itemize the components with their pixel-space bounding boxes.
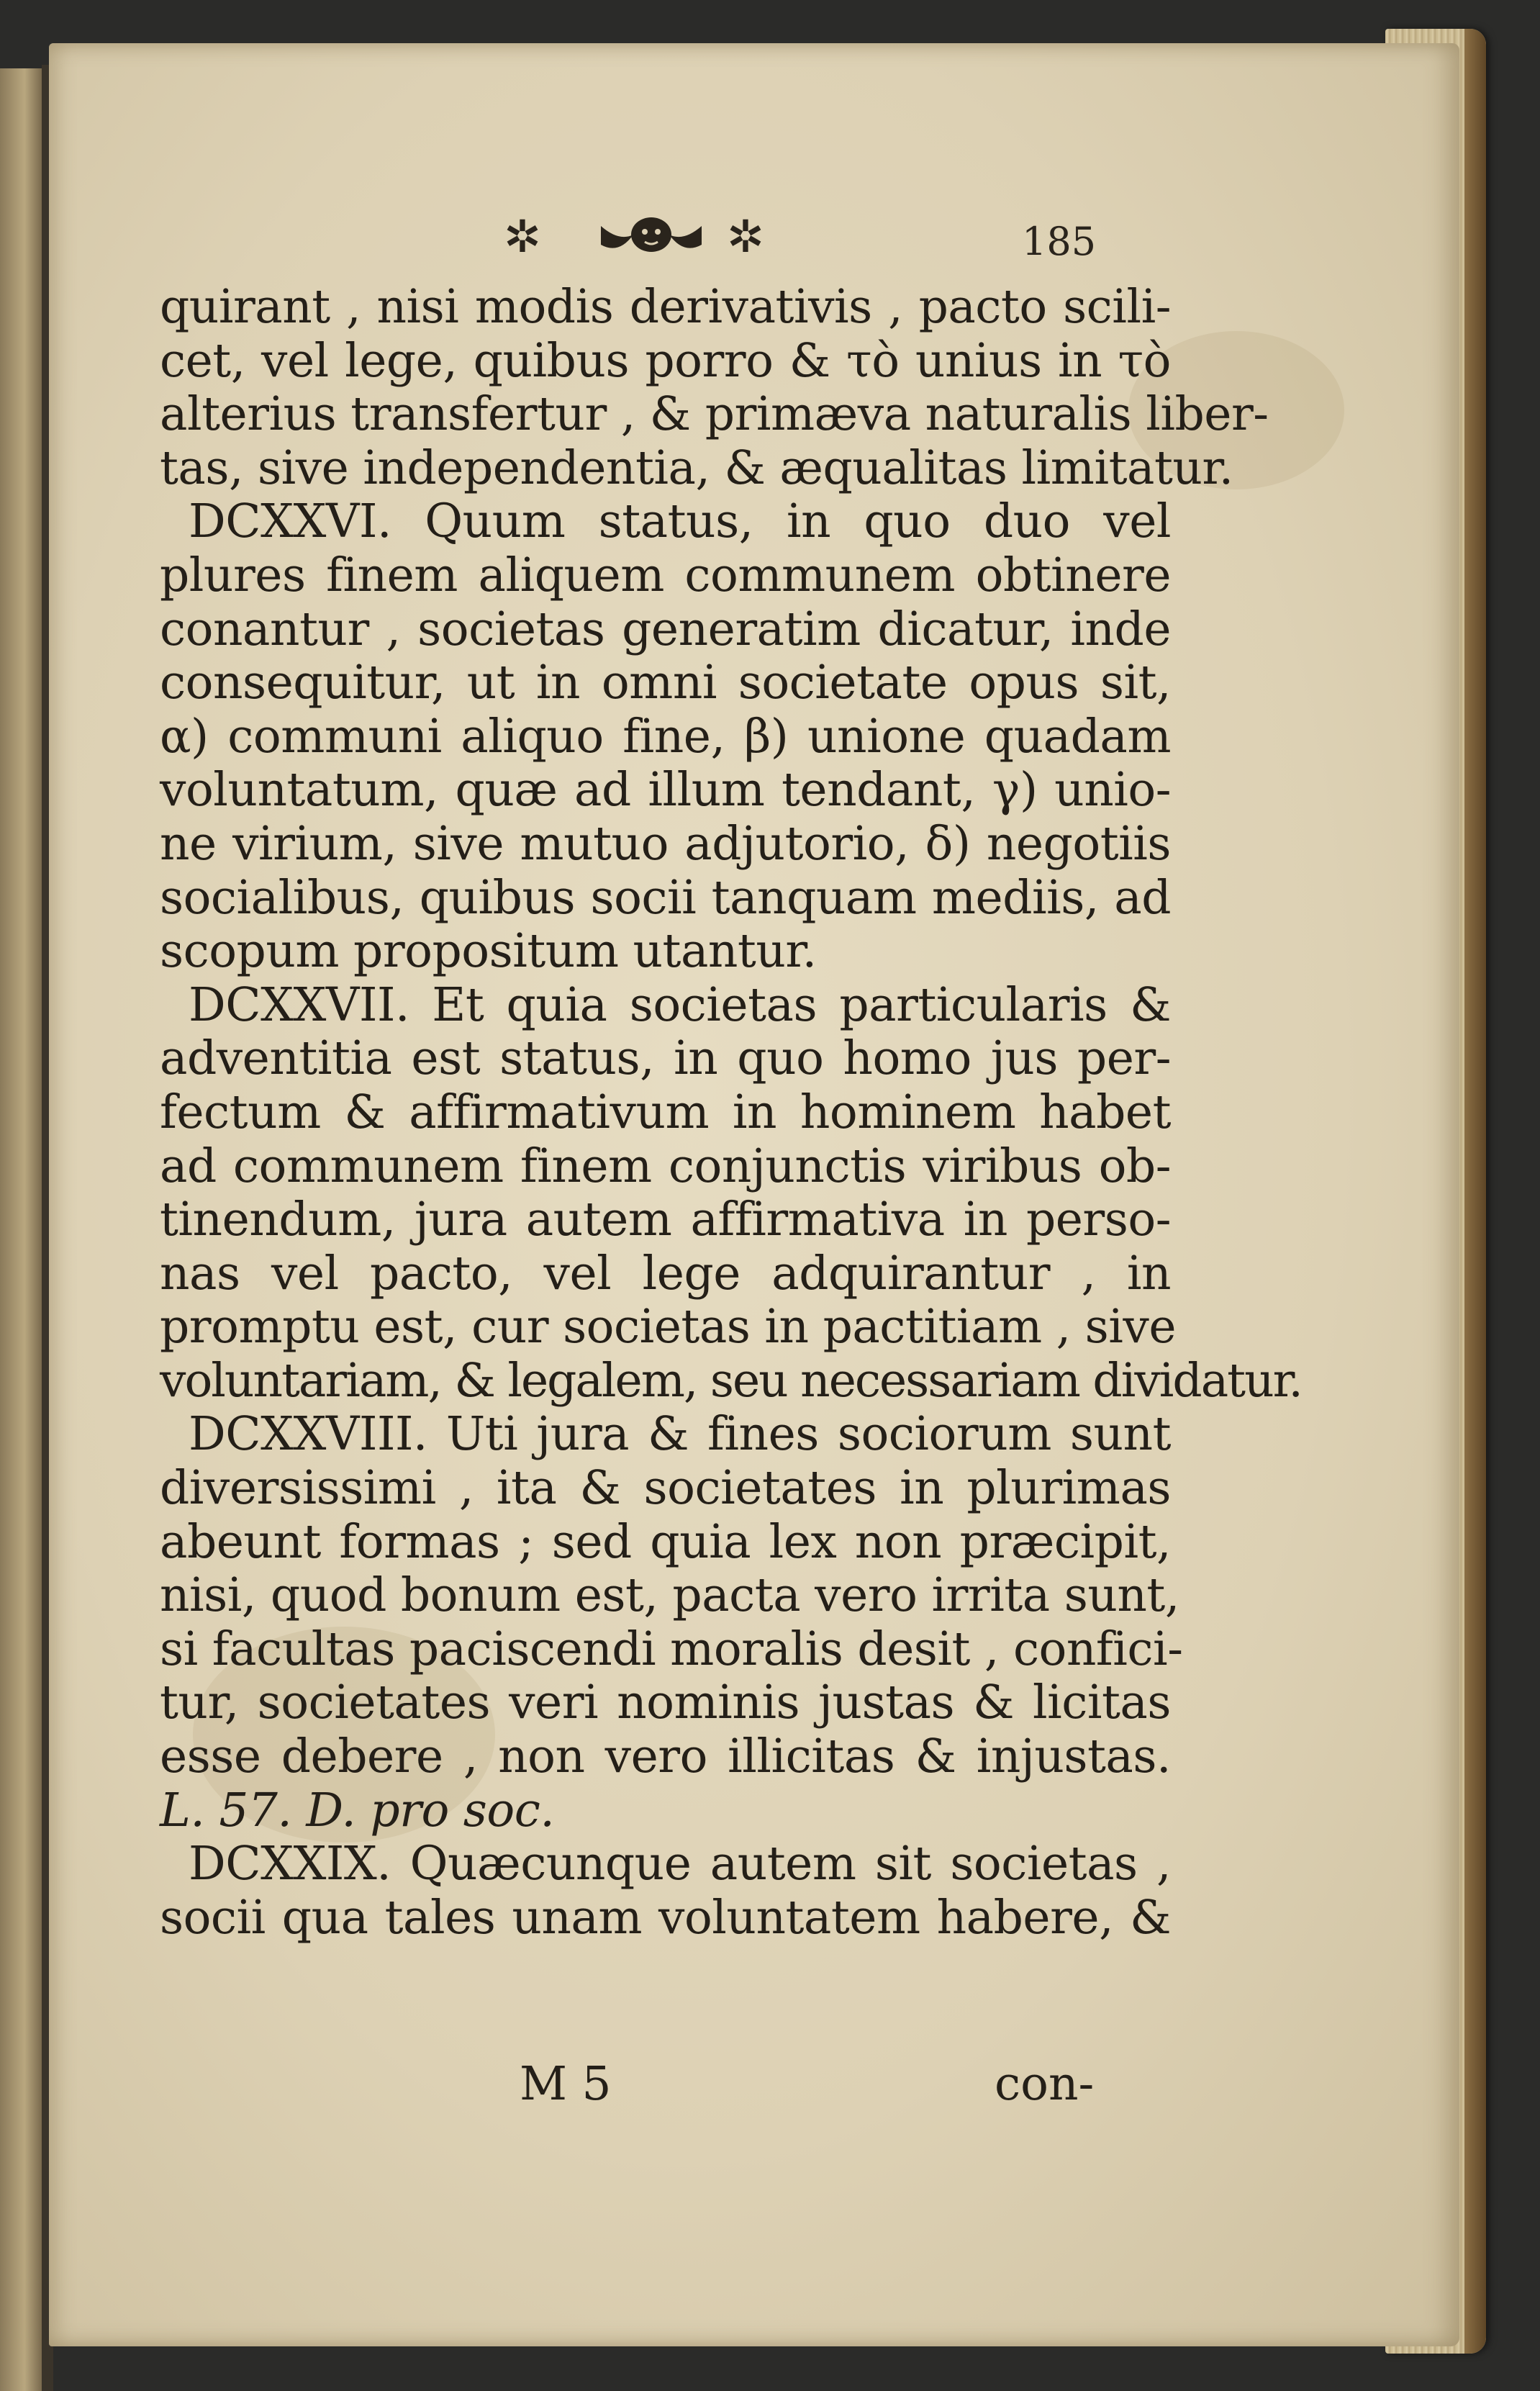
text-line: DCXXVII. Et quia societas particularis &	[189, 977, 1171, 1032]
flower-ornament-icon: ✲	[504, 210, 541, 263]
text-line: α) communi aliquo fine, β) unione quadam	[160, 709, 1171, 764]
text-line: tinendum, jura autem affirmativa in perso-	[160, 1193, 1171, 1247]
running-head	[504, 206, 1166, 271]
text-line: L. 57. D. pro soc.	[160, 1783, 555, 1838]
text-line: diversissimi , ita & societates in plurimas	[160, 1461, 1171, 1516]
text-line: consequitur, ut in omni societate opus sit,	[160, 656, 1171, 710]
text-line: esse debere , non vero illicitas & injustas.	[160, 1730, 1171, 1784]
flower-ornament-icon: ✲	[727, 210, 764, 263]
text-line: nisi, quod bonum est, pacta vero irrita sunt,	[160, 1568, 1179, 1623]
text-line: DCXXVIII. Uti jura & fines sociorum sunt	[189, 1407, 1171, 1462]
mask-ornament-icon	[597, 213, 705, 262]
text-line: adventitia est status, in quo homo jus per-	[160, 1031, 1171, 1086]
text-line: ne virium, sive mutuo adjutorio, δ) negotiis	[160, 816, 1171, 871]
text-line: conantur , societas generatim dicatur, inde	[160, 602, 1171, 656]
text-line: ad communem finem conjunctis viribus ob-	[160, 1139, 1171, 1193]
left-page-edge	[0, 68, 45, 2391]
text-line: cet, vel lege, quibus porro & τὸ unius in τὸ	[160, 333, 1171, 388]
text-line: socialibus, quibus socii tanquam mediis, ad	[160, 870, 1171, 925]
text-line: abeunt formas ; sed quia lex non præcipit,	[160, 1514, 1171, 1569]
text-line: voluntatum, quæ ad illum tendant, γ) unio-	[160, 763, 1171, 818]
text-line: nas vel pacto, vel lege adquirantur , in	[160, 1246, 1171, 1301]
signature-mark: M 5	[520, 2057, 612, 2111]
catchword: con-	[995, 2057, 1095, 2111]
text-line: DCXXVI. Quum status, in quo duo vel	[189, 494, 1171, 549]
page-footer	[160, 2057, 1171, 2115]
text-line: alterius transfertur , & primæva naturalis liber-	[160, 387, 1269, 442]
text-line: scopum propositum utantur.	[160, 924, 817, 979]
text-line: plures finem aliquem communem obtinere	[160, 548, 1171, 602]
body-text	[160, 280, 1302, 1945]
text-line: tas, sive independentia, & æqualitas limitatur.	[160, 440, 1233, 495]
text-line: si facultas paciscendi moralis desit , confici-	[160, 1622, 1183, 1676]
page-number: 185	[1022, 219, 1097, 264]
text-line: fectum & affirmativum in hominem habet	[160, 1085, 1171, 1139]
text-line: socii qua tales unam voluntatem habere, &	[160, 1890, 1171, 1945]
text-line: tur, societates veri nominis justas & licitas	[160, 1676, 1171, 1730]
text-line: voluntariam, & legalem, seu necessariam dividatur.	[160, 1353, 1302, 1408]
text-line: quirant , nisi modis derivativis , pacto scili-	[160, 280, 1171, 334]
text-line: promptu est, cur societas in pactitiam , sive	[160, 1300, 1176, 1355]
text-line: DCXXIX. Quæcunque autem sit societas ,	[189, 1837, 1171, 1891]
